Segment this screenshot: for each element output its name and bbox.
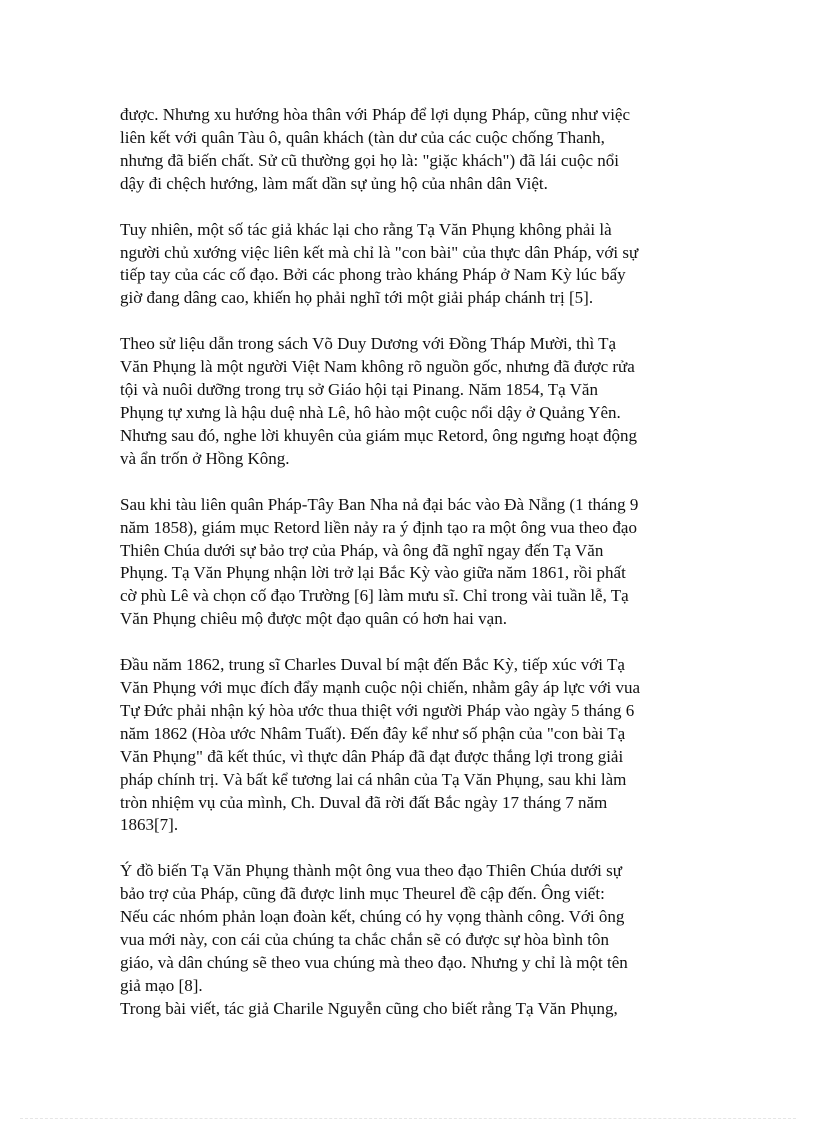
paragraph-5: Đầu năm 1862, trung sĩ Charles Duval bí mật đến Bắc Kỳ, tiếp xúc với Tạ Văn Phụng với mục đích đẩy mạnh cuộc nội chiến, nhằm gây áp lực với vua Tự Đức phải nhận ký hòa ước thua thiệt với người Pháp vào ngày 5 tháng 6 năm 1862 (Hòa ước Nhâm Tuất). Đến đây kể như số phận của "con bài Tạ Văn Phụng" đã kết thúc, vì thực dân Pháp đã đạt được thắng lợi trong giải pháp chính trị. Và bất kể tương lai cá nhân của Tạ Văn Phụng, sau khi làm tròn nhiệm vụ của mình, Ch. Duval đã rời đất Bắc ngày 17 tháng 7 năm 1863[7]. [120,655,641,835]
paragraph-7: Trong bài viết, tác giả Charile Nguyễn cũng cho biết rằng Tạ Văn Phụng, [120,998,618,1018]
page-bottom-divider [20,1118,796,1119]
paragraph-2: Tuy nhiên, một số tác giả khác lại cho rằng Tạ Văn Phụng không phải là người chủ xướng việc liên kết mà chỉ là "con bài" của thực dân Pháp, với sự tiếp tay của các cố đạo. Bởi các phong trào kháng Pháp ở Nam Kỳ lúc bấy giờ đang dâng cao, khiến họ phải nghĩ tới một giải pháp chánh trị [5]. [120,219,639,308]
paragraph-6: Ý đồ biến Tạ Văn Phụng thành một ông vua theo đạo Thiên Chúa dưới sự bảo trợ của Pháp, cũng đã được linh mục Theurel đề cập đến. Ông viết: Nếu các nhóm phản loạn đoàn kết, chúng có hy vọng thành công. Với ông vua mới này, con cái của chúng ta chắc chắn sẽ có được sự hòa bình tôn giáo, và dân chúng sẽ theo vua chúng mà theo đạo. Nhưng y chỉ là một tên giả mạo [8]. [120,861,628,995]
paragraph-1: được. Nhưng xu hướng hòa thân với Pháp để lợi dụng Pháp, cũng như việc liên kết với quân Tàu ô, quân khách (tàn dư của các cuộc chống Thanh, nhưng đã biến chất. Sử cũ thường gọi họ là: "giặc khách") đã lái cuộc nổi dậy đi chệch hướng, làm mất dần sự ủng hộ của nhân dân Việt. [120,105,631,193]
document-body [120,104,708,1021]
paragraph-3: Theo sử liệu dẫn trong sách Võ Duy Dương với Đồng Tháp Mười, thì Tạ Văn Phụng là một người Việt Nam không rõ nguồn gốc, nhưng đã được rửa tội và nuôi dưỡng trong trụ sở Giáo hội tại Pinang. Năm 1854, Tạ Văn Phụng tự xưng là hậu duệ nhà Lê, hô hào một cuộc nổi dậy ở Quảng Yên. Nhưng sau đó, nghe lời khuyên của giám mục Retord, ông ngưng hoạt động và ẩn trốn ở Hồng Kông. [120,334,638,468]
paragraph-4: Sau khi tàu liên quân Pháp-Tây Ban Nha nả đại bác vào Đà Nẵng (1 tháng 9 năm 1858), giám mục Retord liền nảy ra ý định tạo ra một ông vua theo đạo Thiên Chúa dưới sự bảo trợ của Pháp, và ông đã nghĩ ngay đến Tạ Văn Phụng. Tạ Văn Phụng nhận lời trở lại Bắc Kỳ vào giữa năm 1861, rồi phất cờ phù Lê và chọn cố đạo Trường [6] làm mưu sĩ. Chỉ trong vài tuần lễ, Tạ Văn Phụng chiêu mộ được một đạo quân có hơn hai vạn. [120,494,639,629]
